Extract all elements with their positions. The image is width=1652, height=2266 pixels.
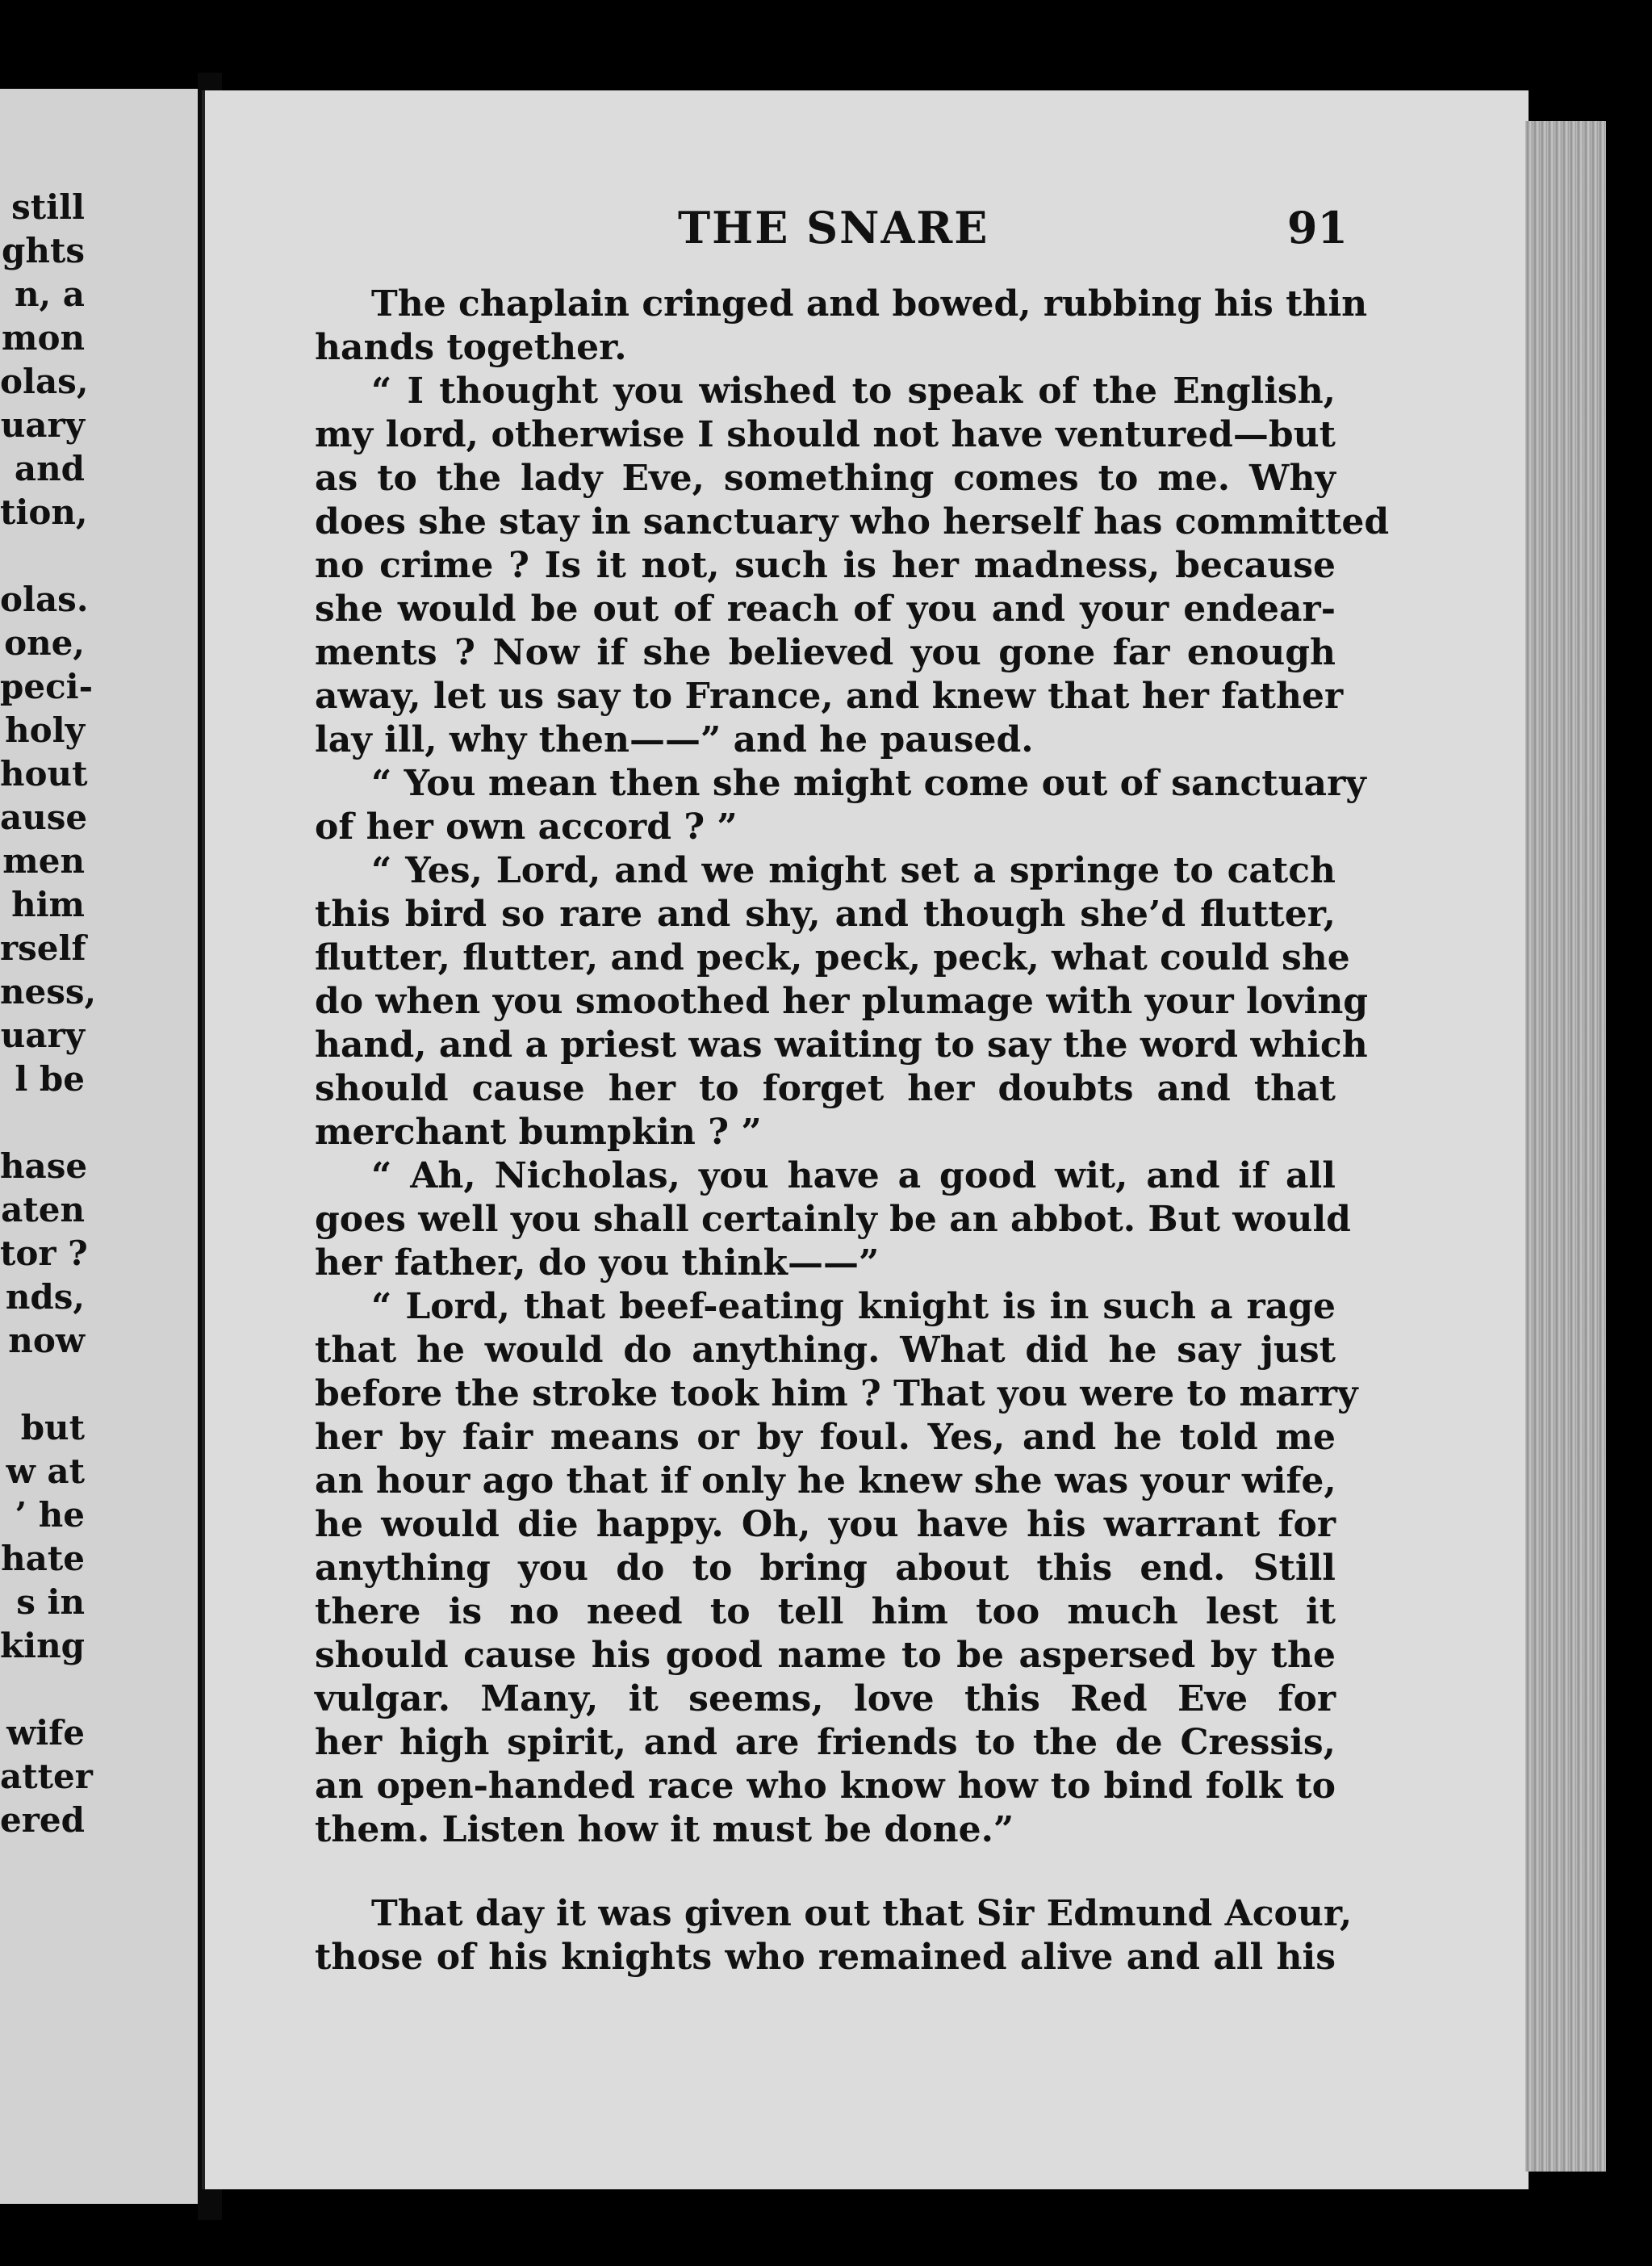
- facing-page-line: tor ?: [0, 1234, 88, 1273]
- text-line: as to the lady Eve, something comes to me. Why: [315, 458, 1336, 499]
- facing-page-line: and: [14, 449, 85, 488]
- facing-page-line: hate: [1, 1539, 85, 1578]
- text-line: she would be out of reach of you and your endear-: [315, 588, 1336, 630]
- text-line: merchant bumpkin ? ”: [315, 1112, 762, 1153]
- text-line: does she stay in sanctuary who herself has committed: [315, 501, 1390, 542]
- text-line: an open-handed race who know how to bind folk to: [315, 1765, 1336, 1807]
- page-header: [315, 202, 1348, 258]
- text-line: goes well you shall certainly be an abbot. But would: [315, 1199, 1351, 1240]
- text-line: hand, and a priest was waiting to say the word which: [315, 1024, 1368, 1066]
- facing-page-line: ’ he: [15, 1495, 85, 1535]
- facing-page-line: him: [11, 885, 85, 924]
- text-line: those of his knights who remained alive and all his: [315, 1937, 1336, 1978]
- text-line: her father, do you think——”: [315, 1242, 880, 1284]
- facing-page-line: men: [2, 841, 85, 881]
- text-line: he would die happy. Oh, you have his warrant for: [315, 1504, 1336, 1545]
- facing-page-line: hase: [0, 1146, 88, 1186]
- facing-page-line: olas,: [0, 362, 89, 401]
- facing-page-line: now: [8, 1321, 85, 1360]
- facing-page-line: uary: [0, 1016, 85, 1055]
- facing-page-line: ness,: [0, 972, 97, 1012]
- page-number: 91: [1286, 202, 1348, 253]
- facing-page-line: olas.: [0, 580, 89, 619]
- text-line: “ Yes, Lord, and we might set a springe to catch: [371, 850, 1336, 891]
- facing-page-fragment: [0, 89, 198, 2204]
- facing-page-line: s in: [16, 1582, 85, 1622]
- text-line: That day it was given out that Sir Edmund Acour,: [371, 1893, 1353, 1934]
- facing-page-line: hout: [0, 754, 88, 794]
- page-edges: [1525, 121, 1606, 2172]
- text-line: my lord, otherwise I should not have ventured—but: [315, 414, 1336, 455]
- text-line: should cause her to forget her doubts and that: [315, 1068, 1336, 1109]
- text-line: flutter, flutter, and peck, peck, peck, what could she: [315, 937, 1350, 978]
- facing-page-line: n, a: [15, 274, 85, 314]
- facing-page-line: l be: [15, 1059, 85, 1099]
- facing-page-line: but: [20, 1408, 85, 1447]
- paragraph-gap: [315, 1852, 1336, 1892]
- facing-page-line: wife: [6, 1713, 85, 1753]
- text-line: there is no need to tell him too much lest it: [315, 1591, 1336, 1632]
- text-line: an hour ago that if only he knew she was your wife,: [315, 1460, 1336, 1502]
- facing-page-line: w at: [6, 1451, 85, 1491]
- text-line: this bird so rare and shy, and though she’d flutter,: [315, 894, 1336, 935]
- text-line: The chaplain cringed and bowed, rubbing his thin: [371, 283, 1368, 325]
- facing-page-line: ered: [0, 1800, 85, 1840]
- text-line: no crime ? Is it not, such is her madness, because: [315, 545, 1336, 586]
- text-line: them. Listen how it must be done.”: [315, 1809, 1014, 1850]
- text-line: ments ? Now if she believed you gone far enough: [315, 632, 1336, 673]
- facing-page-line: atter: [0, 1757, 93, 1796]
- text-line: of her own accord ? ”: [315, 806, 738, 848]
- text-line: her by fair means or by foul. Yes, and he told me: [315, 1417, 1336, 1458]
- facing-page-line: tion,: [0, 492, 88, 532]
- facing-page-line: aten: [1, 1190, 85, 1229]
- text-line: “ I thought you wished to speak of the English,: [371, 371, 1336, 412]
- text-line: vulgar. Many, it seems, love this Red Eve for: [315, 1678, 1336, 1719]
- text-line: anything you do to bring about this end. Still: [315, 1548, 1336, 1589]
- running-title: THE SNARE: [678, 202, 989, 253]
- text-line: “ Ah, Nicholas, you have a good wit, and if all: [371, 1155, 1336, 1196]
- text-line: before the stroke took him ? That you were to marry: [315, 1373, 1358, 1414]
- facing-page-line: uary: [0, 405, 85, 445]
- text-line: away, let us say to France, and knew that her father: [315, 676, 1344, 717]
- facing-page-line: peci-: [0, 667, 94, 706]
- text-line: do when you smoothed her plumage with your loving: [315, 981, 1369, 1022]
- body-text: [315, 283, 1390, 1979]
- text-line: “ Lord, that beef-eating knight is in such a rage: [371, 1286, 1336, 1327]
- facing-page-line: ause: [0, 798, 88, 837]
- text-line: should cause his good name to be aspersed by the: [315, 1635, 1336, 1676]
- facing-page-line: mon: [2, 318, 85, 358]
- facing-page-line: ghts: [2, 231, 85, 270]
- text-line: lay ill, why then——” and he paused.: [315, 719, 1034, 760]
- facing-page-line: holy: [5, 710, 85, 750]
- facing-page-line: rself: [0, 928, 86, 968]
- text-line: “ You mean then she might come out of sanctuary: [371, 763, 1366, 804]
- text-line: hands together.: [315, 327, 627, 368]
- facing-page-line: king: [0, 1626, 85, 1665]
- facing-page-line: one,: [4, 623, 85, 663]
- text-line: that he would do anything. What did he say just: [315, 1330, 1336, 1371]
- facing-page-line: nds,: [5, 1277, 85, 1317]
- text-line: her high spirit, and are friends to the de Cressis,: [315, 1722, 1336, 1763]
- facing-page-line: still: [11, 187, 85, 227]
